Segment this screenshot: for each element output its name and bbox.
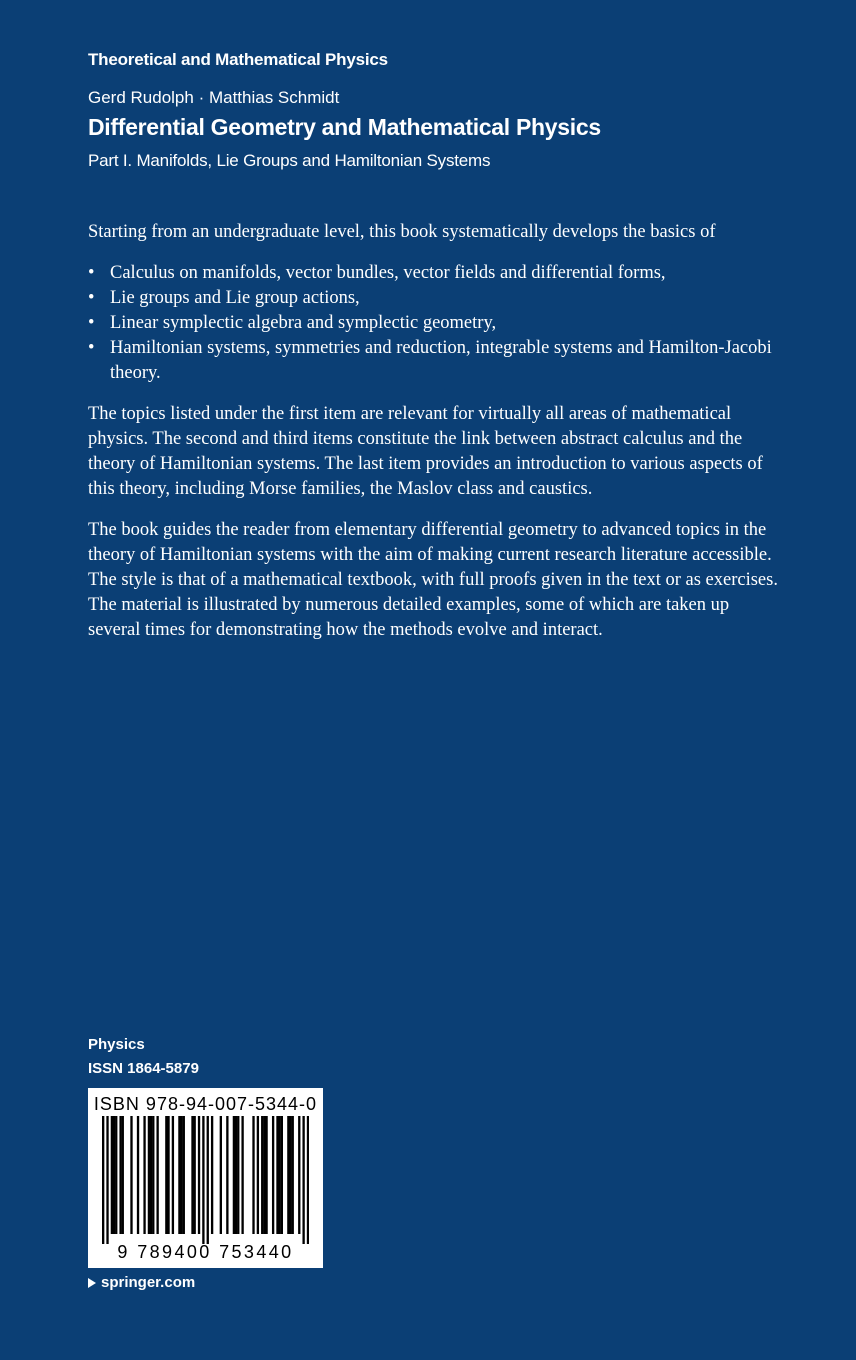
barcode-bar (180, 1116, 182, 1234)
barcode-bar (150, 1116, 152, 1234)
issn-label: ISSN 1864-5879 (88, 1060, 199, 1077)
list-item-text: Hamiltonian systems, symmetries and reduction, integrable systems and Hamilton-Jacobi theory. (110, 338, 772, 383)
barcode-bar (172, 1116, 174, 1234)
barcode-bar (143, 1116, 145, 1234)
list-item-text: Linear symplectic algebra and symplectic geometry, (110, 313, 497, 333)
list-item (88, 261, 778, 286)
barcode-bar (165, 1116, 167, 1234)
barcode-bar (198, 1116, 200, 1234)
intro-paragraph: Starting from an undergraduate level, this book systematically develops the basics of (88, 222, 716, 242)
list-item-text: Calculus on manifolds, vector bundles, vector fields and differential forms, (110, 263, 666, 283)
barcode-bar (119, 1116, 121, 1234)
guide-paragraph: The book guides the reader from elementary differential geometry to advanced topics in the theory of Hamiltonian systems with the aim of making current research literature accessible. The style is that of a mathematical textbook, with full proofs given in the text or as exercises. The material is illustrated by numerous detailed examples, some of which are taken up several times for demonstrating how the methods evolve and interact. (88, 520, 778, 640)
barcode-bar (137, 1116, 139, 1234)
barcode-bar (111, 1116, 113, 1234)
barcode-bar (292, 1116, 294, 1234)
book-subtitle: Part I. Manifolds, Lie Groups and Hamiltonian Systems (88, 151, 491, 170)
barcode-bar (211, 1116, 213, 1234)
book-title: Differential Geometry and Mathematical Physics (88, 114, 601, 140)
barcode-bar (302, 1116, 304, 1244)
authors: Gerd Rudolph · Matthias Schmidt (88, 88, 340, 107)
barcode-bar (263, 1116, 265, 1234)
barcode-bar (194, 1116, 196, 1234)
barcode-bar (265, 1116, 267, 1234)
barcode-bar (207, 1116, 209, 1244)
bullet-icon: • (88, 338, 95, 358)
barcode-bars (102, 1116, 309, 1244)
barcode-bar (156, 1116, 158, 1234)
topics-paragraph: The topics listed under the first item are relevant for virtually all areas of mathematical physics. The second and third items constitute the link between abstract calculus and the theory of Hamiltonian systems. The last item provides an introduction to various aspects of this theory, including Morse families, the Maslov class and caustics. (88, 404, 763, 499)
topic-list (88, 261, 778, 386)
barcode-bar (202, 1116, 204, 1244)
description (88, 220, 778, 659)
barcode-bar (261, 1116, 263, 1234)
barcode-bar (252, 1116, 254, 1234)
ean-number: 9 789400 753440 (117, 1242, 294, 1262)
website-link[interactable] (88, 1274, 195, 1291)
arrow-right-icon (88, 1278, 96, 1288)
barcode-bar (183, 1116, 185, 1234)
bullet-icon: • (88, 288, 95, 308)
website-text: springer.com (101, 1274, 196, 1291)
barcode-bar (102, 1116, 104, 1244)
list-item (88, 336, 778, 386)
barcode-bar (298, 1116, 300, 1234)
barcode-bar (237, 1116, 239, 1234)
list-item (88, 286, 778, 311)
barcode-bar (235, 1116, 237, 1234)
list-item (88, 311, 778, 336)
barcode-bar (278, 1116, 280, 1234)
barcode-bar (241, 1116, 243, 1234)
subject-label: Physics (88, 1036, 145, 1053)
barcode-bar (113, 1116, 115, 1234)
barcode-bar (233, 1116, 235, 1234)
barcode-bar (106, 1116, 108, 1244)
barcode-bar (152, 1116, 154, 1234)
bullet-icon: • (88, 313, 95, 333)
barcode (88, 1088, 323, 1268)
bullet-icon: • (88, 263, 95, 283)
barcode-bar (167, 1116, 169, 1234)
barcode-bar (257, 1116, 259, 1234)
barcode-bar (115, 1116, 117, 1234)
barcode-bar (220, 1116, 222, 1234)
barcode-bar (307, 1116, 309, 1244)
series-title: Theoretical and Mathematical Physics (88, 50, 388, 69)
barcode-bar (178, 1116, 180, 1234)
list-item-text: Lie groups and Lie group actions, (110, 288, 360, 308)
barcode-bar (276, 1116, 278, 1234)
isbn-label: ISBN 978-94-007-5344-0 (93, 1094, 318, 1114)
barcode-bar (130, 1116, 132, 1234)
barcode-bar (226, 1116, 228, 1234)
barcode-bar (272, 1116, 274, 1234)
barcode-bar (287, 1116, 289, 1234)
barcode-bar (289, 1116, 291, 1234)
barcode-bar (148, 1116, 150, 1234)
barcode-bar (281, 1116, 283, 1234)
barcode-bar (191, 1116, 193, 1234)
barcode-bar (122, 1116, 124, 1234)
